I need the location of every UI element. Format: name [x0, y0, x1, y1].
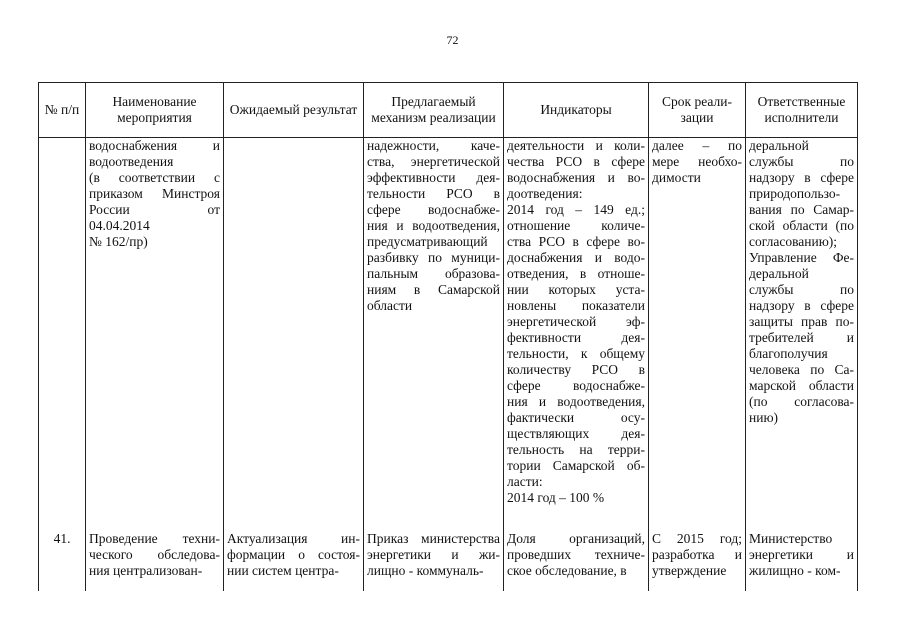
cell-line: ния и водоотведения, [367, 218, 500, 233]
cell-name [86, 523, 224, 591]
cell-line: области [367, 298, 413, 313]
cell-line: С 2015 год; [652, 531, 742, 546]
cell-line: защиты прав по- [749, 314, 854, 329]
cell-line: природопользо- [749, 186, 841, 201]
measures-table [38, 82, 858, 591]
cell-indicators [504, 138, 649, 524]
cell-line: приказом Минстроя [89, 186, 220, 201]
cell-line: службы по [749, 282, 854, 297]
cell-line: энергетики и [749, 547, 854, 562]
cell-line: (в соответствии с [89, 170, 220, 185]
cell-line: отношение количе- [507, 218, 645, 233]
cell-mechanism [364, 523, 504, 591]
cell-line: нии которых уста- [507, 282, 645, 297]
cell-line: (по согласова- [749, 394, 854, 409]
cell-line: ства РСО в сфере во- [507, 234, 645, 249]
cell-line: жилищно - ком- [749, 563, 841, 578]
cell-line: надзору в сфере [749, 298, 854, 313]
cell-line: водоотведения [89, 154, 174, 169]
cell-indicators [504, 523, 649, 591]
cell-line: 2014 год – 100 % [507, 490, 605, 505]
cell-line: разбивку по муници- [367, 250, 500, 265]
cell-line: доснабжения и водо- [507, 250, 645, 265]
cell-line: человека по Са- [749, 362, 854, 377]
cell-line: Управление Фе- [749, 250, 854, 265]
cell-line: мере необхо- [652, 154, 742, 169]
cell-line: вания по Самар- [749, 202, 854, 217]
cell-line: ществляющих дея- [507, 426, 645, 441]
cell-responsible [746, 138, 858, 524]
cell-line: 2014 год – 149 ед.; [507, 202, 645, 217]
cell-term [649, 523, 746, 591]
cell-line: доотведения: [507, 186, 583, 201]
cell-line: энергетики и жи- [367, 547, 500, 562]
cell-line: требителей и [749, 330, 854, 345]
cell-line: новлены показатели [507, 298, 645, 313]
cell-line: сфере водоснабже- [507, 378, 645, 393]
cell-line: водоснабжения и во- [507, 170, 645, 185]
cell-line: ниям в Самарской [367, 282, 500, 297]
cell-num: 41. [39, 523, 86, 591]
cell-line: ское обследование, в [507, 563, 627, 578]
table-row [39, 138, 858, 524]
cell-line: проведших техниче- [507, 547, 645, 562]
cell-line: тельность на терри- [507, 442, 645, 457]
cell-line: ства, энергетической [367, 154, 500, 169]
cell-responsible [746, 523, 858, 591]
cell-line: фективности дея- [507, 330, 645, 345]
cell-line: эффективности дея- [367, 170, 500, 185]
cell-mechanism [364, 138, 504, 524]
cell-line: благополучия [749, 346, 828, 361]
header-name: Наименование мероприятия [86, 83, 224, 138]
cell-line: ния централизован- [89, 563, 203, 578]
cell-line: ской области (по [749, 218, 854, 233]
cell-line: фактически осу- [507, 410, 645, 425]
cell-line: Доля организаций, [507, 531, 645, 546]
header-num: № п/п [39, 83, 86, 138]
cell-line: нию) [749, 410, 779, 425]
cell-name [86, 138, 224, 524]
cell-line: предусматривающий [367, 234, 488, 249]
cell-line: разработка и [652, 547, 742, 562]
cell-line: согласованию); [749, 234, 838, 249]
cell-line: тории Самарской об- [507, 458, 645, 473]
cell-num [39, 138, 86, 524]
cell-line: чества РСО в сфере [507, 154, 645, 169]
cell-line: деральной [749, 266, 809, 281]
cell-line: димости [652, 170, 701, 185]
cell-line: водоснабжения и [89, 138, 220, 153]
cell-result [224, 138, 364, 524]
header-indicators: Индикаторы [504, 83, 649, 138]
cell-line: далее – по [652, 138, 742, 153]
cell-line: количеству РСО в [507, 362, 645, 377]
header-mechanism: Предлагаемый механизм реализации [364, 83, 504, 138]
cell-line: нии систем центра- [227, 563, 339, 578]
header-term: Срок реали-зации [649, 83, 746, 138]
cell-line: службы по [749, 154, 854, 169]
cell-line: надзору в сфере [749, 170, 854, 185]
cell-result [224, 523, 364, 591]
cell-line: ласти: [507, 474, 543, 489]
cell-line: России от [89, 202, 220, 217]
cell-line: надежности, каче- [367, 138, 500, 153]
cell-line: утверждение [652, 563, 727, 578]
header-result: Ожидаемый результат [224, 83, 364, 138]
cell-line: марской области [749, 378, 854, 393]
cell-line: 04.04.2014 [89, 218, 150, 233]
cell-line: энергетической эф- [507, 314, 645, 329]
cell-line: Министерство [749, 531, 833, 546]
table-header-row [39, 83, 858, 138]
cell-line: деральной [749, 138, 809, 153]
cell-line: пальным образова- [367, 266, 500, 281]
cell-line: формации о состоя- [227, 547, 360, 562]
cell-line: Проведение техни- [89, 531, 220, 546]
table-row [39, 523, 858, 591]
cell-line: отведения, в отноше- [507, 266, 645, 281]
cell-line: деятельности и коли- [507, 138, 645, 153]
cell-line: Актуализация ин- [227, 531, 360, 546]
page-number: 72 [446, 33, 459, 47]
cell-line: ческого обследова- [89, 547, 220, 562]
header-responsible: Ответственные исполнители [746, 83, 858, 138]
cell-term [649, 138, 746, 524]
cell-line: ния и водоотведения, [507, 394, 645, 409]
cell-line: лищно - коммуналь- [367, 563, 484, 578]
cell-line: сфере водоснабже- [367, 202, 500, 217]
cell-line: тельности, к общему [507, 346, 645, 361]
cell-line: Приказ министерства [367, 531, 500, 546]
cell-line: № 162/пр) [89, 234, 148, 249]
cell-line: тельности РСО в [367, 186, 500, 201]
